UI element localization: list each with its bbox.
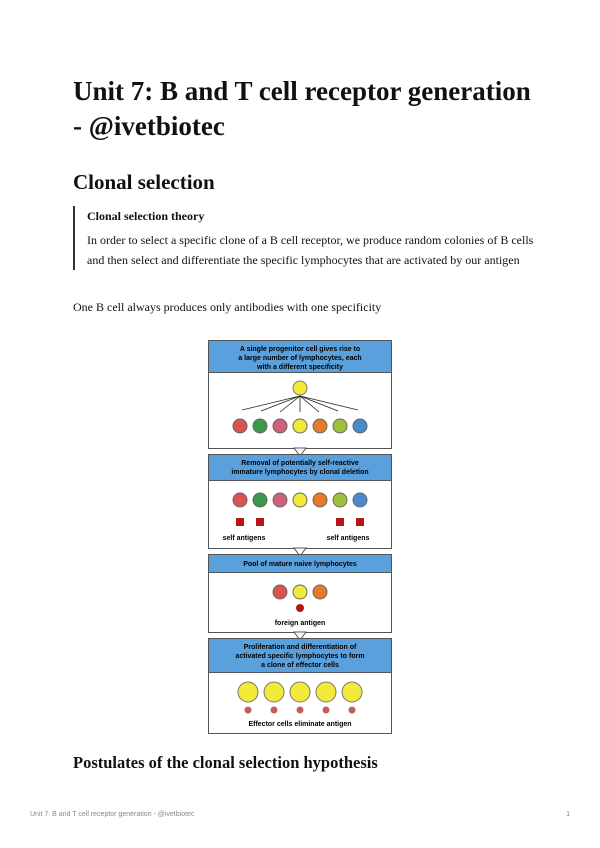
subheading-postulates: Postulates of the clonal selection hypothesis: [73, 753, 378, 772]
section-heading-clonal-selection: Clonal selection: [73, 170, 215, 194]
panel1-line1: A single progenitor cell gives rise to: [239, 346, 361, 353]
self-antigens-right: self antigens: [326, 535, 370, 542]
panel3-line1: Pool of mature naive lymphocytes: [243, 561, 357, 568]
lymphocyte-blue: [353, 419, 367, 433]
panel1-line2: a large number of lymphocytes, each: [238, 355, 362, 362]
panel4-line2: activated specific lymphocytes to form: [235, 653, 365, 660]
quote-text: In order to select a specific clone of a B cell receptor, we produce random colonies of B cells and then select and differentiate the specific lymphocytes that are activated by our antigen: [87, 233, 534, 267]
lymphocyte-orange: [313, 419, 327, 433]
page-footer: [30, 811, 570, 818]
lymphocyte-green: [253, 419, 267, 433]
panel4-line3: a clone of effector cells: [261, 662, 339, 669]
blockquote-clonal-selection-theory: [73, 206, 542, 270]
lymphocyte-lightgreen: [333, 419, 347, 433]
foreign-antigen-label: foreign antigen: [274, 620, 326, 627]
lymphocyte-red: [233, 419, 247, 433]
panel4-line1: Proliferation and differentiation of: [243, 644, 357, 651]
foreign-antigen-dot: [296, 604, 304, 612]
page-number: 1: [566, 811, 570, 818]
panel2-line2: immature lymphocytes by clonal deletion: [231, 469, 369, 476]
page-title: Unit 7: B and T cell receptor generation - @ivetbiotec: [73, 76, 531, 141]
panel2-line1: Removal of potentially self-reactive: [241, 460, 359, 467]
lymphocyte-pink: [273, 419, 287, 433]
panel2-header: [209, 455, 392, 481]
progenitor-cell: [293, 381, 307, 395]
paragraph-specificity: One B cell always produces only antibodies with one specificity: [73, 300, 382, 314]
clonal-selection-figure: [208, 340, 392, 734]
quote-title: Clonal selection theory: [87, 209, 205, 223]
lymphocyte-yellow: [293, 419, 307, 433]
footer-text: Unit 7: B and T cell receptor generation - @ivetbiotec: [30, 811, 195, 818]
effector-caption: Effector cells eliminate antigen: [248, 721, 352, 728]
self-antigens-left: self antigens: [222, 535, 266, 542]
panel1-line3: with a different specificity: [257, 364, 343, 371]
